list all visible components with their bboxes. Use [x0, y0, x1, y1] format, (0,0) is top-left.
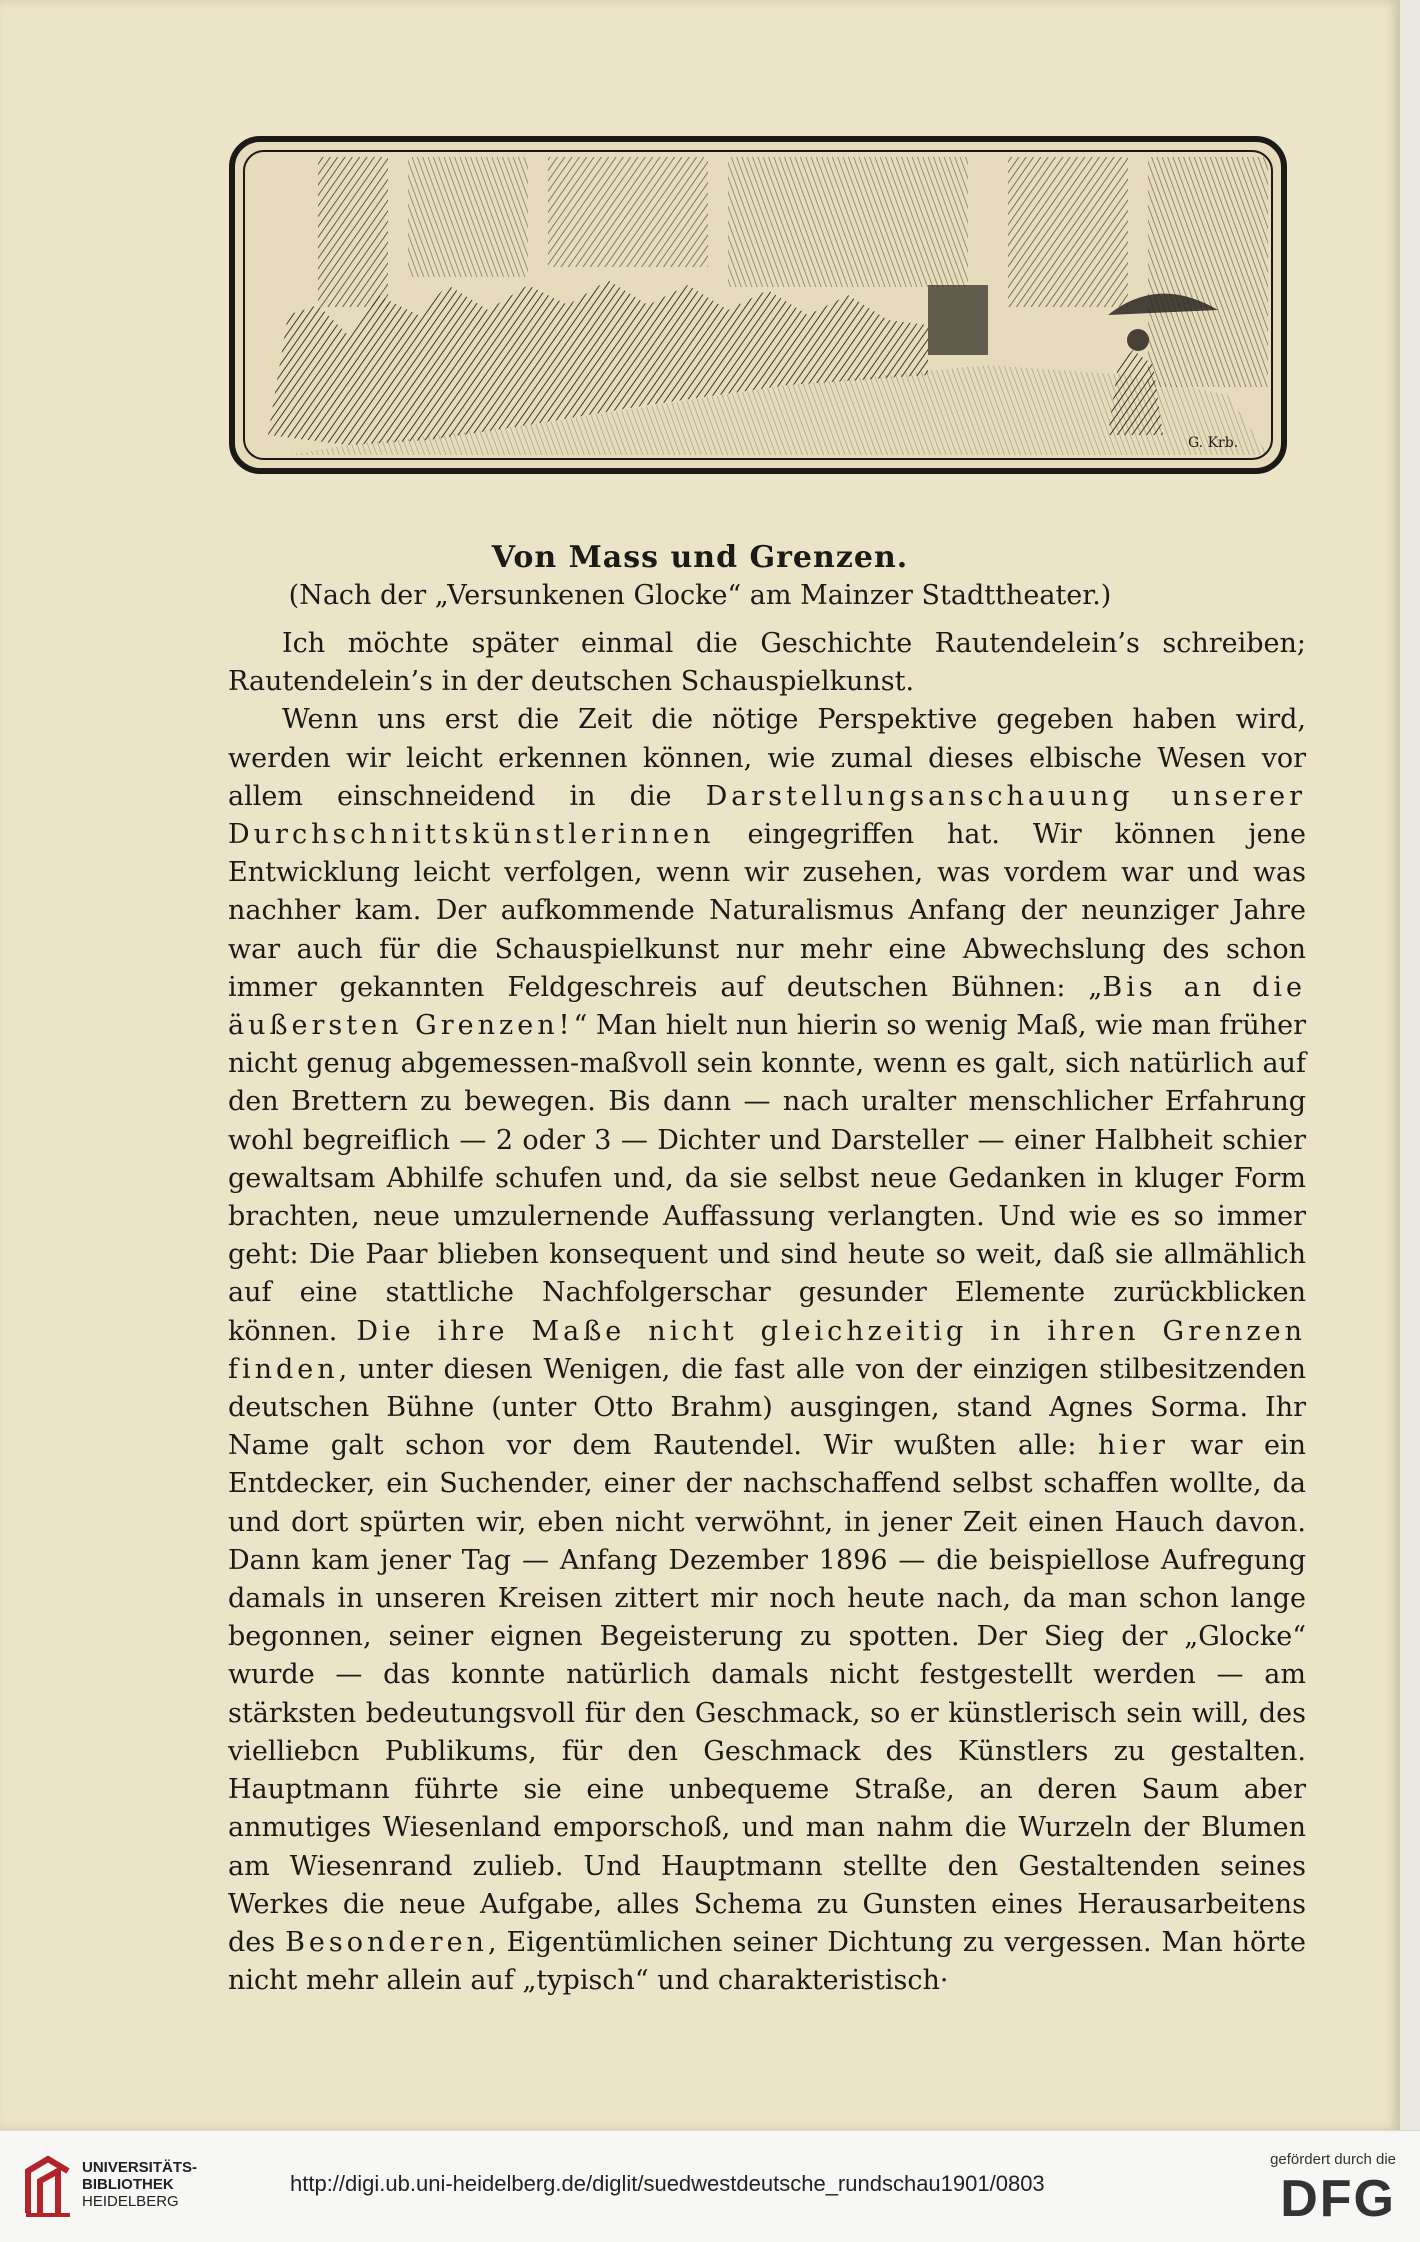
- emphasized-text: Besonderen: [285, 1926, 488, 1958]
- funded-by-label: gefördert durch die: [1270, 2151, 1396, 2168]
- article-subtitle: (Nach der „Versunkenen Glocke“ am Mainzer Stadttheater.): [288, 580, 1112, 611]
- permalink-url[interactable]: http://digi.ub.uni-heidelberg.de/diglit/suedwestdeutsche_rundschau1901/0803: [290, 2171, 1045, 2196]
- university-library-logo-icon: [18, 2153, 78, 2219]
- street-scene-illustration: [228, 135, 1288, 475]
- text-run: “ Man hielt nun hierin so wenig Maß, wie man früher nicht genug abgemessen-maßvoll sein konnte, wenn es galt, sich natürlich auf den Brettern zu bewegen. Bis dann — nach uralter menschlicher Erfahrung wohl begreiflich — 2 oder 3 — Dichter und Darsteller — einer Halbheit schier gewaltsam Abhilfe schufen und, da sie selbst neue Gedanken in kluger Form brachten, neue umzulernende Auffassung verlangten. Und wie es so immer geht: Die Paar blieben konsequent und sind heute so weit, daß sie allmählich auf eine stattliche Nachfolgerschar gesunder Elemente zurückblicken können.: [228, 1010, 1306, 1347]
- library-line: HEIDELBERG: [82, 2193, 179, 2210]
- library-line: BIBLIOTHEK: [82, 2176, 174, 2193]
- page-edge: [1400, 0, 1420, 2130]
- paragraph-2: [228, 701, 1306, 2000]
- emphasized-text: Darstellungsanschauung unserer Durchschnittskünstlerinnen: [228, 780, 1306, 851]
- text-run: , unter diesen Wenigen, die fast alle von der einzigen stilbesitzenden deutschen Bühne (unter Otto Brahm) ausgingen, stand Agnes Sorma. Ihr Name galt schon vor dem Rautendel. Wir wußten alle:: [228, 1353, 1306, 1462]
- text-run: war ein Entdecker, ein Suchender, einer der nachschaffend selbst schaffen wollte, da und dort spürten wir, eben nicht verwöhnt, in jener Zeit einen Hauch davon. Dann kam jener Tag — Anfang Dezember 1896 — die beispiellose Aufregung damals in unseren Kreisen zittert mir noch heute nach, da man schon lange begonnen, seiner eignen Begeisterung zu spotten. Der Sieg der „Glocke“ wurde — das konnte natürlich damals nicht festgestellt werden — am stärksten bedeutungsvoll für den Geschmack, so er künstlerisch sein will, des vielliebсn Publikums, für den Geschmack des Künstlers zu gestalten. Hauptmann führte sie eine unbequeme Straße, an deren Saum aber anmutiges Wiesenland emporschoß, und man nahm die Wurzeln der Blumen am Wiesenrand zulieb. Und Hauptmann stellte den Gestaltenden seines Werkes die neue Aufgabe, alles Schema zu Gunsten eines Herausarbeitens des: [228, 1430, 1306, 1958]
- illustration-signature: G. Krb.: [1188, 435, 1239, 451]
- article-title: Von Mass und Grenzen.: [491, 540, 909, 575]
- library-name: [82, 2159, 197, 2210]
- viewer-footer: [0, 2130, 1420, 2242]
- text-run: eingegriffen hat. Wir können jene Entwicklung leicht verfolgen, wenn wir zusehen, was vordem war und was nachher kam. Der aufkommende Naturalismus Anfang der neunziger Jahre war auch für die Schauspielkunst nur mehr eine Abwechslung des schon immer gekannten Feldgeschreis auf deutschen Bühnen: „: [228, 819, 1306, 1003]
- text-run: , Eigentümlichen seiner Dichtung zu vergessen. Man hörte nicht mehr allein auf „typisch“ und charakteristisch·: [228, 1926, 1306, 1997]
- library-line: UNIVERSITÄTS-: [82, 2159, 198, 2176]
- illustration-drawing: [228, 135, 1288, 475]
- article-body: [228, 625, 1306, 2000]
- emphasized-text: hier: [1097, 1430, 1169, 1462]
- emphasized-text: Bis an die äußersten Grenzen!: [228, 971, 1306, 1042]
- dfg-logo: DFG: [1280, 2170, 1396, 2228]
- text-run: Wenn uns erst die Zeit die nötige Perspektive gegeben haben wird, werden wir leicht erkennen können, wie zumal dieses elbische Wesen vor allem einschneidend in die: [228, 704, 1306, 812]
- paragraph-1: Ich möchte später einmal die Geschichte Rautendelein’s schreiben; Rautendelein’s in der deutschen Schauspielkunst.: [228, 628, 1306, 698]
- emphasized-text: Die ihre Maße nicht gleichzeitig in ihren Grenzen finden: [228, 1315, 1306, 1385]
